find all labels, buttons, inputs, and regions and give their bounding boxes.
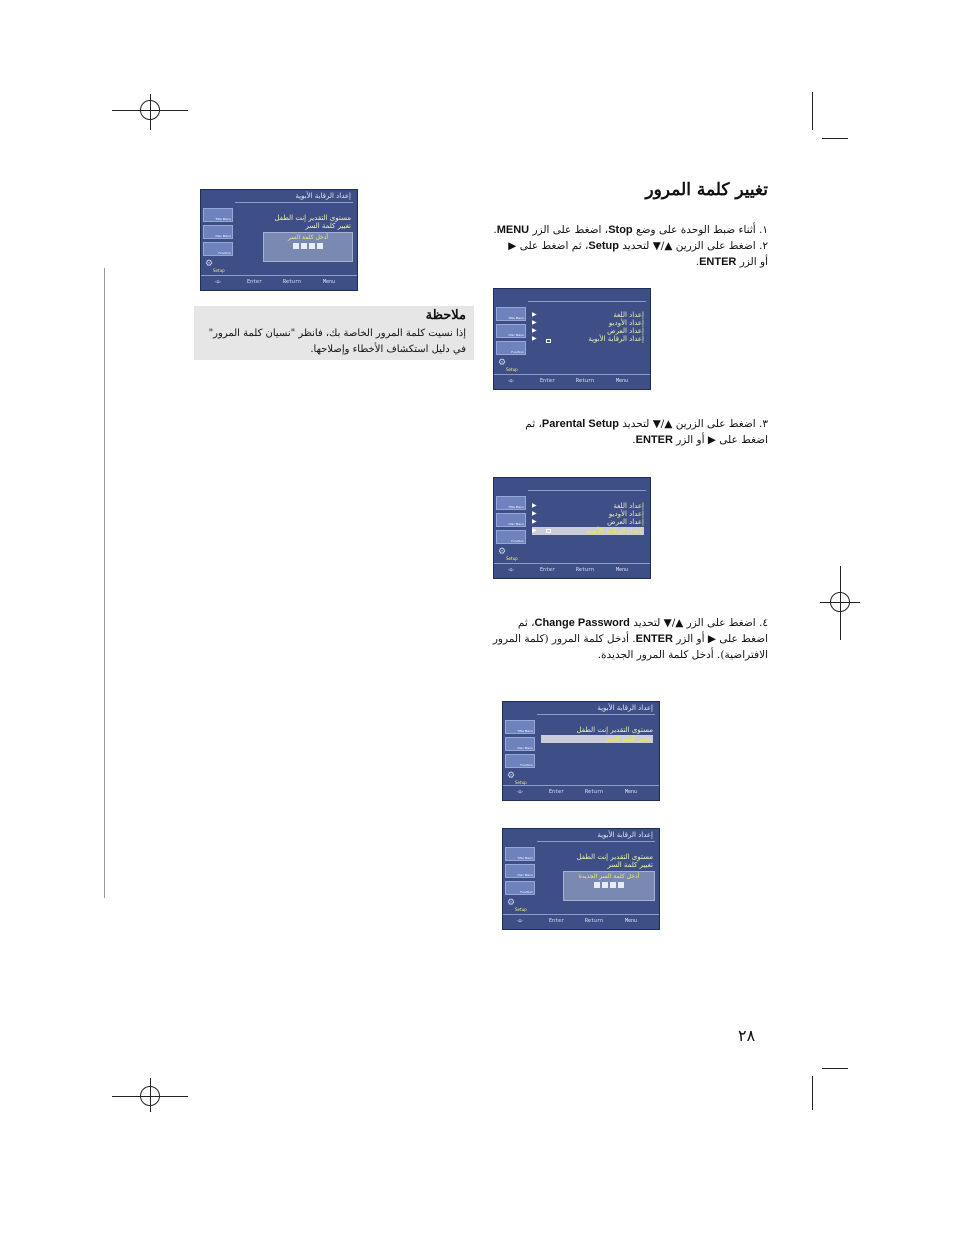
step-num: ٣. [759,418,768,430]
function-icon: Function [505,754,535,768]
arrow-icon: ▶ [532,527,537,534]
osd-screen-change-password [502,701,660,801]
footer-enter: Enter [540,567,556,573]
footer-return: Return [283,279,302,285]
key-name: ENTER [635,633,673,645]
note-title: ملاحظة [425,308,466,323]
disc-menu-icon: Disc Menu [496,324,526,338]
arrow-icon: ▶ [532,502,537,509]
osd-menu-language: إعداد اللغة [613,502,644,510]
key-name: ENTER [699,256,737,268]
disc-menu-icon: Disc Menu [203,225,233,239]
osd-change-password-highlighted: تغيير كلمة السر [541,735,653,743]
password-label: أدخل كلمة السر [287,234,329,241]
arrow-icon: ▶ [532,327,537,334]
gear-icon: ⚙ [507,771,516,781]
move-icon: ◁▷ [215,279,222,285]
note-text: إذا نسيت كلمة المرور الخاصة بك، فانظر "نسيان كلمة المرور" في دليل استكشاف الأخطاء وإصلاحها. [208,328,466,355]
password-digit [594,882,600,888]
password-box [263,232,353,262]
crop-mark-bottom-right-h [822,1068,848,1069]
lock-icon [546,339,551,343]
footer-menu: Menu [616,378,629,384]
disc-menu-icon: Disc Menu [496,513,526,527]
footer-return: Return [585,918,604,924]
footer-enter: Enter [549,789,565,795]
footer-return: Return [576,378,595,384]
gear-icon: ⚙ [205,259,214,269]
password-label: أدخل كلمة السر الجديدة [578,873,640,880]
step-4: ٤. اضغط على الزر ▲/▼ لتحديد Change Password، ثم اضغط على ▶ أو الزر ENTER. أدخل كلمة المرور (كلمة المرور الافتراضية). أدخل كلمة المرور الجديدة. [492,617,768,661]
password-digit [293,243,299,249]
footer-menu: Menu [625,789,638,795]
password-digit [301,243,307,249]
osd-header: إعداد الرقابة الأبوية [295,192,351,200]
osd-footer [494,563,650,578]
footer-enter: Enter [549,918,565,924]
setup-label: Setup [506,556,518,561]
move-icon: ◁▷ [508,378,515,384]
function-icon: Function [203,242,233,256]
title-menu-icon: Title Menu [203,208,233,222]
lock-icon [546,529,551,533]
footer-menu: Menu [625,918,638,924]
password-digit [610,882,616,888]
move-icon: ◁▷ [517,918,524,924]
footer-enter: Enter [540,378,556,384]
osd-footer [503,785,659,800]
arrow-icon: ▶ [532,335,537,342]
registration-mark-bottom-left [140,1086,160,1106]
osd-menu-language: إعداد اللغة [613,311,644,319]
page-number: ٢٨ [738,1026,756,1045]
osd-rating-level: مستوى التقدير إنت الطفل [274,214,351,222]
step-num: ٤. [759,617,768,629]
osd-menu-display: إعداد العرض [607,327,644,335]
password-digit [602,882,608,888]
step-num: ٢. [759,240,768,252]
key-name: Stop [608,224,633,236]
footer-return: Return [585,789,604,795]
move-icon: ◁▷ [517,789,524,795]
page-title: تغيير كلمة المرور [645,180,768,200]
password-box [563,871,655,901]
osd-change-password: تغيير كلمة السر [607,861,653,869]
crop-mark-top-right-v [812,92,813,130]
gear-icon: ⚙ [498,547,507,557]
osd-menu-display: إعداد العرض [607,518,644,526]
crop-mark-top-right-h [822,138,848,139]
crop-mark-bottom-right-v [812,1076,813,1110]
step-2: ٢. اضغط على الزرين ▲/▼ لتحديد Setup، ثم اضغط على ▶ أو الزر ENTER. [508,240,768,268]
setup-label: Setup [506,367,518,372]
title-menu-icon: Title Menu [496,496,526,510]
step-1: ١. أثناء ضبط الوحدة على وضع Stop، اضغط على الزر MENU. [493,224,768,236]
osd-change-password: تغيير كلمة السر [305,222,351,230]
move-icon: ◁▷ [508,567,515,573]
arrow-icon: ▶ [532,518,537,525]
key-name: Change Password [534,617,630,629]
osd-header: إعداد الرقابة الأبوية [597,831,653,839]
gear-icon: ⚙ [498,358,507,368]
osd-footer [494,374,650,389]
title-menu-icon: Title Menu [505,847,535,861]
footer-enter: Enter [247,279,263,285]
osd-rating-level: مستوى التقدير إنت الطفل [576,853,653,861]
key-name: ENTER [635,434,673,446]
key-name: Parental Setup [541,418,619,430]
key-name: MENU [496,224,530,236]
footer-menu: Menu [616,567,629,573]
osd-menu-parental: إعداد الرقابة الأبوية [588,335,644,343]
osd-rating-level: مستوى التقدير إنت الطفل [576,726,653,734]
function-icon: Function [505,881,535,895]
disc-menu-icon: Disc Menu [505,864,535,878]
osd-screen-setup-menu [493,288,651,390]
registration-mark-top-left [140,100,160,120]
osd-menu-parental-highlighted: إعداد الرقابة الأبوية [532,527,644,535]
setup-label: Setup [515,780,527,785]
osd-screen-parental-selected [493,477,651,579]
title-menu-icon: Title Menu [496,307,526,321]
osd-footer [503,914,659,929]
osd-menu-audio: إعداد الأوديو [608,319,644,327]
registration-mark-right [830,592,850,612]
arrow-icon: ▶ [532,510,537,517]
title-menu-icon: Title Menu [505,720,535,734]
osd-footer [201,275,357,290]
step-num: ١. [759,224,768,236]
disc-menu-icon: Disc Menu [505,737,535,751]
osd-screen-enter-password [200,189,358,291]
password-digit [309,243,315,249]
setup-label: Setup [213,268,225,273]
binding-margin-line [104,268,105,898]
osd-header: إعداد الرقابة الأبوية [597,704,653,712]
setup-label: Setup [515,907,527,912]
osd-screen-new-password [502,828,660,930]
gear-icon: ⚙ [507,898,516,908]
osd-menu-audio: إعداد الأوديو [608,510,644,518]
arrow-icon: ▶ [532,319,537,326]
step-3: ٣. اضغط على الزرين ▲/▼ لتحديد Parental Setup، ثم اضغط على ▶ أو الزر ENTER. [525,418,768,446]
key-name: Setup [588,240,619,252]
password-digit [317,243,323,249]
footer-return: Return [576,567,595,573]
function-icon: Function [496,341,526,355]
function-icon: Function [496,530,526,544]
arrow-icon: ▶ [532,311,537,318]
password-digit [618,882,624,888]
footer-menu: Menu [323,279,336,285]
note-box [194,306,474,360]
